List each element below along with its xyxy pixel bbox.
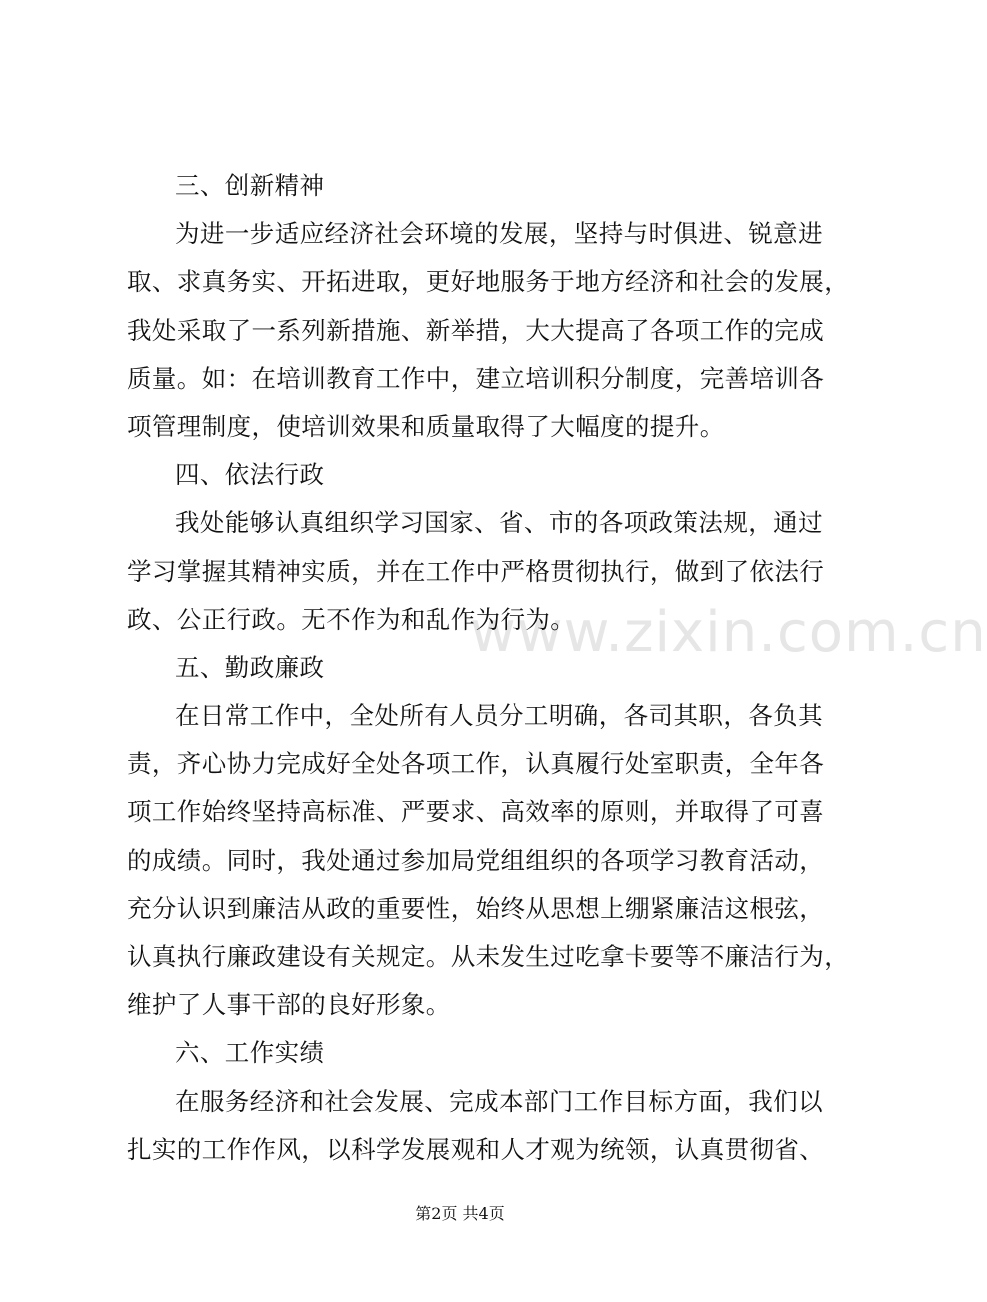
paragraph-line: 在日常工作中，全处所有人员分工明确，各司其职，各负其 [175, 701, 823, 731]
heading-diligence-integrity: 五、勤政廉政 [175, 652, 325, 682]
watermark: www.zixin.com.cn [470, 600, 987, 665]
paragraph-line: 质量。如：在培训教育工作中，建立培训积分制度，完善培训各 [127, 363, 825, 393]
heading-innovation: 三、创新精神 [175, 171, 325, 200]
paragraph-line: 扎实的工作作风，以科学发展观和人才观为统领，认真贯彻省、 [127, 1134, 825, 1164]
paragraph-line: 为进一步适应经济社会环境的发展，坚持与时俱进、锐意进 [175, 219, 823, 249]
paragraph-line: 取、求真务实、开拓进取，更好地服务于地方经济和社会的发展， [127, 267, 850, 297]
paragraph-line: 项管理制度，使培训效果和质量取得了大幅度的提升。 [127, 411, 725, 441]
paragraph-line: 认真执行廉政建设有关规定。从未发生过吃拿卡要等不廉洁行为， [127, 942, 850, 971]
document-body [127, 162, 850, 1174]
page-number-footer: 第2页 共4页 [415, 1204, 505, 1223]
paragraph-line: 的成绩。同时，我处通过参加局党组组织的各项学习教育活动， [127, 845, 825, 875]
paragraph-line: 我处能够认真组织学习国家、省、市的各项政策法规，通过 [175, 508, 823, 538]
paragraph-line: 责，齐心协力完成好全处各项工作，认真履行处室职责，全年各 [127, 749, 825, 779]
paragraph-line: 维护了人事干部的良好形象。 [127, 990, 451, 1020]
paragraph-line: 政、公正行政。无不作为和乱作为行为。 [127, 604, 576, 634]
paragraph-line: 在服务经济和社会发展、完成本部门工作目标方面，我们以 [175, 1086, 823, 1116]
paragraph-line: 学习掌握其精神实质，并在工作中严格贯彻执行，做到了依法行 [127, 556, 825, 586]
heading-rule-of-law: 四、依法行政 [175, 460, 325, 490]
heading-work-results: 六、工作实绩 [175, 1038, 325, 1068]
paragraph-line: 我处采取了一系列新措施、新举措，大大提高了各项工作的完成 [127, 315, 825, 345]
paragraph-line: 项工作始终坚持高标准、严要求、高效率的原则，并取得了可喜 [127, 797, 825, 827]
paragraph-line: 充分认识到廉洁从政的重要性，始终从思想上绷紧廉洁这根弦， [127, 893, 825, 923]
